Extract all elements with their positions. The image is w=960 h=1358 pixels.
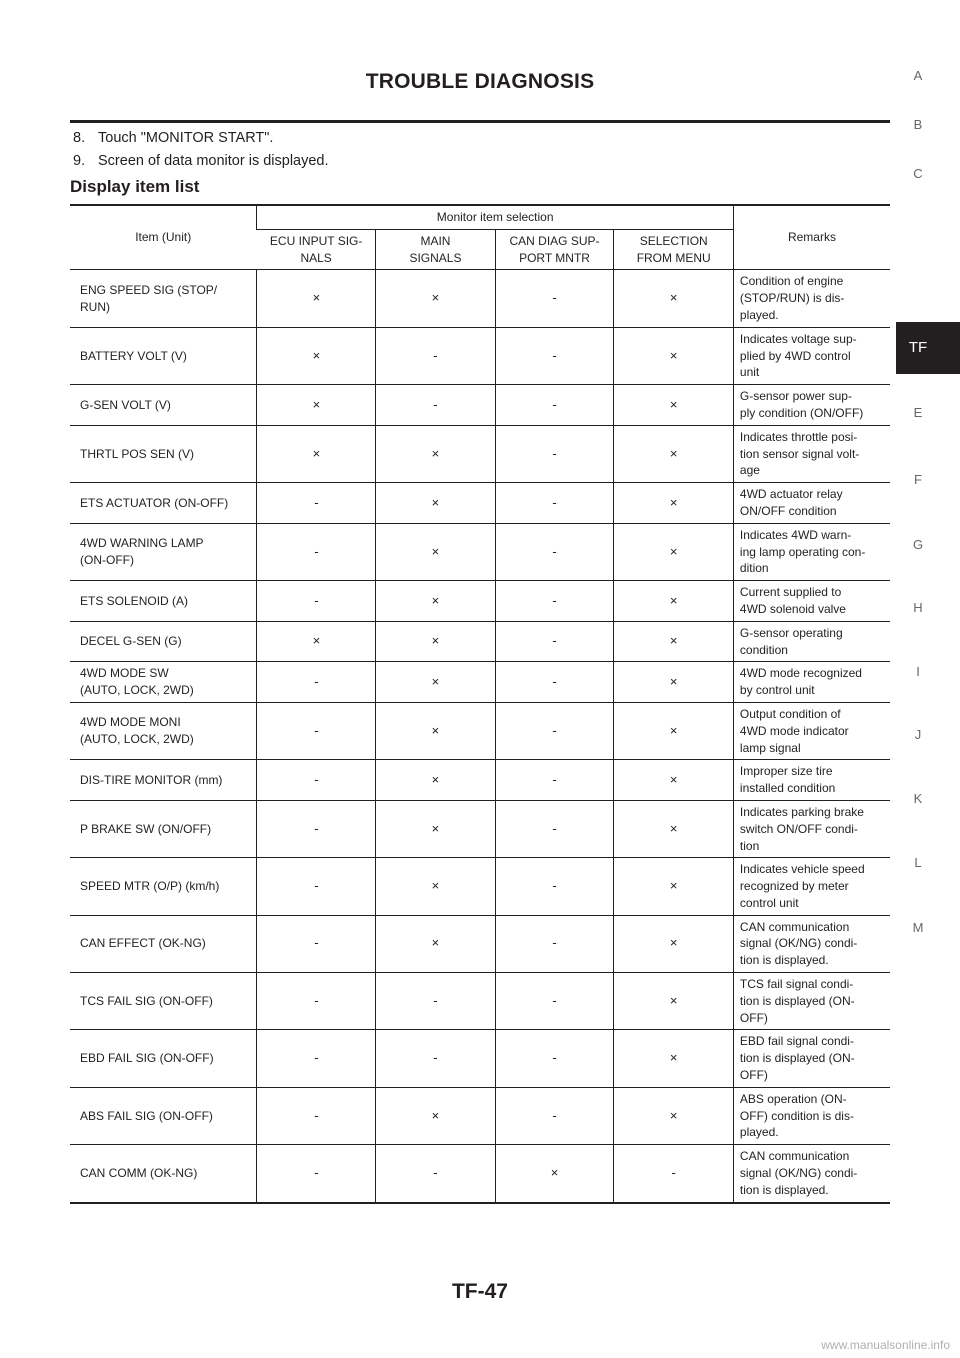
item-cell: EBD FAIL SIG (ON-OFF)	[70, 1030, 257, 1087]
item-cell: CAN COMM (OK-NG)	[70, 1145, 257, 1203]
selection-menu-cell: ×	[614, 973, 733, 1030]
remarks-cell: 4WD mode recognized by control unit	[733, 662, 890, 703]
header-ecu-input-signals: ECU INPUT SIG- NALS	[257, 229, 376, 270]
can-diag-cell: -	[495, 425, 614, 482]
table-row	[70, 621, 890, 662]
selection-menu-cell: ×	[614, 483, 733, 524]
can-diag-cell: -	[495, 973, 614, 1030]
table-row	[70, 858, 890, 915]
remarks-cell: Condition of engine (STOP/RUN) is dis- played.	[733, 270, 890, 327]
page-number: TF-47	[451, 1280, 508, 1303]
remarks-cell: G-sensor power sup- ply condition (ON/OFF)	[733, 385, 890, 426]
remarks-cell: Indicates 4WD warn- ing lamp operating con- dition	[733, 523, 890, 580]
step-number: 8.	[73, 130, 86, 146]
ecu-input-cell: ×	[257, 385, 376, 426]
table-row	[70, 581, 890, 622]
can-diag-cell: -	[495, 702, 614, 759]
main-signals-cell: ×	[376, 425, 495, 482]
table-row	[70, 800, 890, 857]
remarks-cell: Indicates throttle posi- tion sensor signal volt- age	[733, 425, 890, 482]
ecu-input-cell: -	[257, 1087, 376, 1144]
side-index-letter-i[interactable]: I	[916, 664, 920, 679]
main-signals-cell: -	[376, 973, 495, 1030]
ecu-input-cell: ×	[257, 425, 376, 482]
table-row	[70, 327, 890, 384]
ecu-input-cell: ×	[257, 621, 376, 662]
side-index-letter-c[interactable]: C	[913, 166, 923, 181]
header-remarks: Remarks	[733, 205, 890, 270]
main-signals-cell: ×	[376, 1087, 495, 1144]
remarks-cell: 4WD actuator relay ON/OFF condition	[733, 483, 890, 524]
can-diag-cell: -	[495, 858, 614, 915]
table-row	[70, 425, 890, 482]
section-title: Display item list	[70, 177, 200, 196]
watermark: www.manualsonline.info	[821, 1338, 950, 1352]
side-index-letter-b[interactable]: B	[913, 117, 923, 132]
item-cell: 4WD WARNING LAMP (ON-OFF)	[70, 523, 257, 580]
item-cell: CAN EFFECT (OK-NG)	[70, 915, 257, 972]
item-cell: BATTERY VOLT (V)	[70, 327, 257, 384]
remarks-cell: Indicates voltage sup- plied by 4WD control unit	[733, 327, 890, 384]
side-index-letter-l[interactable]: L	[914, 855, 922, 870]
item-cell: DIS-TIRE MONITOR (mm)	[70, 760, 257, 801]
item-cell: SPEED MTR (O/P) (km/h)	[70, 858, 257, 915]
main-signals-cell: ×	[376, 800, 495, 857]
ecu-input-cell: -	[257, 581, 376, 622]
can-diag-cell: -	[495, 760, 614, 801]
table-row	[70, 483, 890, 524]
can-diag-cell: -	[495, 581, 614, 622]
selection-menu-cell: ×	[614, 915, 733, 972]
can-diag-cell: ×	[495, 1145, 614, 1203]
ecu-input-cell: -	[257, 1030, 376, 1087]
item-cell: ETS ACTUATOR (ON-OFF)	[70, 483, 257, 524]
item-cell: 4WD MODE MONI (AUTO, LOCK, 2WD)	[70, 702, 257, 759]
header-main-signals: MAIN SIGNALS	[376, 229, 495, 270]
header-item-unit: Item (Unit)	[70, 205, 257, 270]
main-signals-cell: -	[376, 1030, 495, 1087]
ecu-input-cell: -	[257, 858, 376, 915]
main-signals-cell: ×	[376, 760, 495, 801]
side-index-tabs	[896, 0, 960, 1358]
main-signals-cell: ×	[376, 702, 495, 759]
selection-menu-cell: ×	[614, 702, 733, 759]
can-diag-cell: -	[495, 1030, 614, 1087]
main-signals-cell: ×	[376, 662, 495, 703]
item-cell: THRTL POS SEN (V)	[70, 425, 257, 482]
can-diag-cell: -	[495, 270, 614, 327]
main-signals-cell: ×	[376, 858, 495, 915]
side-index-letter-f[interactable]: F	[914, 472, 922, 487]
side-index-letter-m[interactable]: M	[912, 920, 924, 935]
ecu-input-cell: -	[257, 702, 376, 759]
table-row	[70, 915, 890, 972]
table-row	[70, 270, 890, 327]
can-diag-cell: -	[495, 1087, 614, 1144]
remarks-cell: Improper size tire installed condition	[733, 760, 890, 801]
remarks-cell: Indicates vehicle speed recognized by meter control unit	[733, 858, 890, 915]
ecu-input-cell: -	[257, 662, 376, 703]
selection-menu-cell: ×	[614, 581, 733, 622]
can-diag-cell: -	[495, 327, 614, 384]
side-index-letter-k[interactable]: K	[913, 791, 923, 806]
table-row	[70, 760, 890, 801]
item-cell: ETS SOLENOID (A)	[70, 581, 257, 622]
ecu-input-cell: -	[257, 800, 376, 857]
remarks-cell: Output condition of 4WD mode indicator lamp signal	[733, 702, 890, 759]
table-row	[70, 523, 890, 580]
side-index-active-tab[interactable]: TF	[896, 322, 960, 374]
ecu-input-cell: -	[257, 760, 376, 801]
side-index-letter-j[interactable]: J	[914, 727, 922, 742]
ecu-input-cell: ×	[257, 270, 376, 327]
selection-menu-cell: ×	[614, 327, 733, 384]
step-item	[73, 150, 329, 173]
step-item	[73, 127, 329, 150]
table-row	[70, 1087, 890, 1144]
item-cell: G-SEN VOLT (V)	[70, 385, 257, 426]
can-diag-cell: -	[495, 385, 614, 426]
main-signals-cell: ×	[376, 915, 495, 972]
remarks-cell: TCS fail signal condi- tion is displayed (ON- OFF)	[733, 973, 890, 1030]
display-item-table	[70, 204, 890, 1204]
selection-menu-cell: ×	[614, 760, 733, 801]
main-signals-cell: ×	[376, 270, 495, 327]
remarks-cell: ABS operation (ON- OFF) condition is dis- played.	[733, 1087, 890, 1144]
step-number: 9.	[73, 153, 86, 169]
header-monitor-selection: Monitor item selection	[257, 205, 733, 229]
header-can-diag-support: CAN DIAG SUP- PORT MNTR	[495, 229, 614, 270]
remarks-cell: G-sensor operating condition	[733, 621, 890, 662]
can-diag-cell: -	[495, 800, 614, 857]
main-signals-cell: -	[376, 327, 495, 384]
can-diag-cell: -	[495, 483, 614, 524]
main-signals-cell: -	[376, 385, 495, 426]
ecu-input-cell: ×	[257, 327, 376, 384]
side-index-letter-g[interactable]: G	[912, 537, 924, 552]
main-signals-cell: ×	[376, 621, 495, 662]
item-cell: 4WD MODE SW (AUTO, LOCK, 2WD)	[70, 662, 257, 703]
step-text: Touch "MONITOR START".	[98, 130, 274, 146]
remarks-cell: CAN communication signal (OK/NG) condi- tion is displayed.	[733, 1145, 890, 1203]
selection-menu-cell: ×	[614, 858, 733, 915]
item-cell: P BRAKE SW (ON/OFF)	[70, 800, 257, 857]
item-cell: ENG SPEED SIG (STOP/ RUN)	[70, 270, 257, 327]
main-signals-cell: ×	[376, 523, 495, 580]
step-text: Screen of data monitor is displayed.	[98, 153, 329, 169]
selection-menu-cell: ×	[614, 270, 733, 327]
table-row	[70, 1030, 890, 1087]
selection-menu-cell: ×	[614, 1030, 733, 1087]
remarks-cell: EBD fail signal condi- tion is displayed (ON- OFF)	[733, 1030, 890, 1087]
instruction-steps	[73, 127, 329, 173]
side-index-letter-h[interactable]: H	[913, 600, 923, 615]
selection-menu-cell: ×	[614, 621, 733, 662]
can-diag-cell: -	[495, 915, 614, 972]
page-title: TROUBLE DIAGNOSIS	[365, 70, 595, 93]
table-row	[70, 662, 890, 703]
can-diag-cell: -	[495, 621, 614, 662]
selection-menu-cell: ×	[614, 1087, 733, 1144]
ecu-input-cell: -	[257, 483, 376, 524]
ecu-input-cell: -	[257, 915, 376, 972]
can-diag-cell: -	[495, 523, 614, 580]
selection-menu-cell: ×	[614, 523, 733, 580]
header-divider	[70, 120, 890, 123]
selection-menu-cell: ×	[614, 800, 733, 857]
main-signals-cell: ×	[376, 483, 495, 524]
selection-menu-cell: -	[614, 1145, 733, 1203]
item-cell: ABS FAIL SIG (ON-OFF)	[70, 1087, 257, 1144]
table-row	[70, 702, 890, 759]
ecu-input-cell: -	[257, 1145, 376, 1203]
table-row	[70, 385, 890, 426]
selection-menu-cell: ×	[614, 662, 733, 703]
ecu-input-cell: -	[257, 523, 376, 580]
side-index-letter-a[interactable]: A	[913, 68, 923, 83]
main-signals-cell: ×	[376, 581, 495, 622]
item-cell: DECEL G-SEN (G)	[70, 621, 257, 662]
table-row	[70, 1145, 890, 1203]
item-cell: TCS FAIL SIG (ON-OFF)	[70, 973, 257, 1030]
remarks-cell: Current supplied to 4WD solenoid valve	[733, 581, 890, 622]
selection-menu-cell: ×	[614, 425, 733, 482]
remarks-cell: CAN communication signal (OK/NG) condi- tion is displayed.	[733, 915, 890, 972]
can-diag-cell: -	[495, 662, 614, 703]
header-selection-from-menu: SELECTION FROM MENU	[614, 229, 733, 270]
remarks-cell: Indicates parking brake switch ON/OFF condi- tion	[733, 800, 890, 857]
main-signals-cell: -	[376, 1145, 495, 1203]
side-index-letter-e[interactable]: E	[913, 405, 923, 420]
table-row	[70, 973, 890, 1030]
selection-menu-cell: ×	[614, 385, 733, 426]
ecu-input-cell: -	[257, 973, 376, 1030]
